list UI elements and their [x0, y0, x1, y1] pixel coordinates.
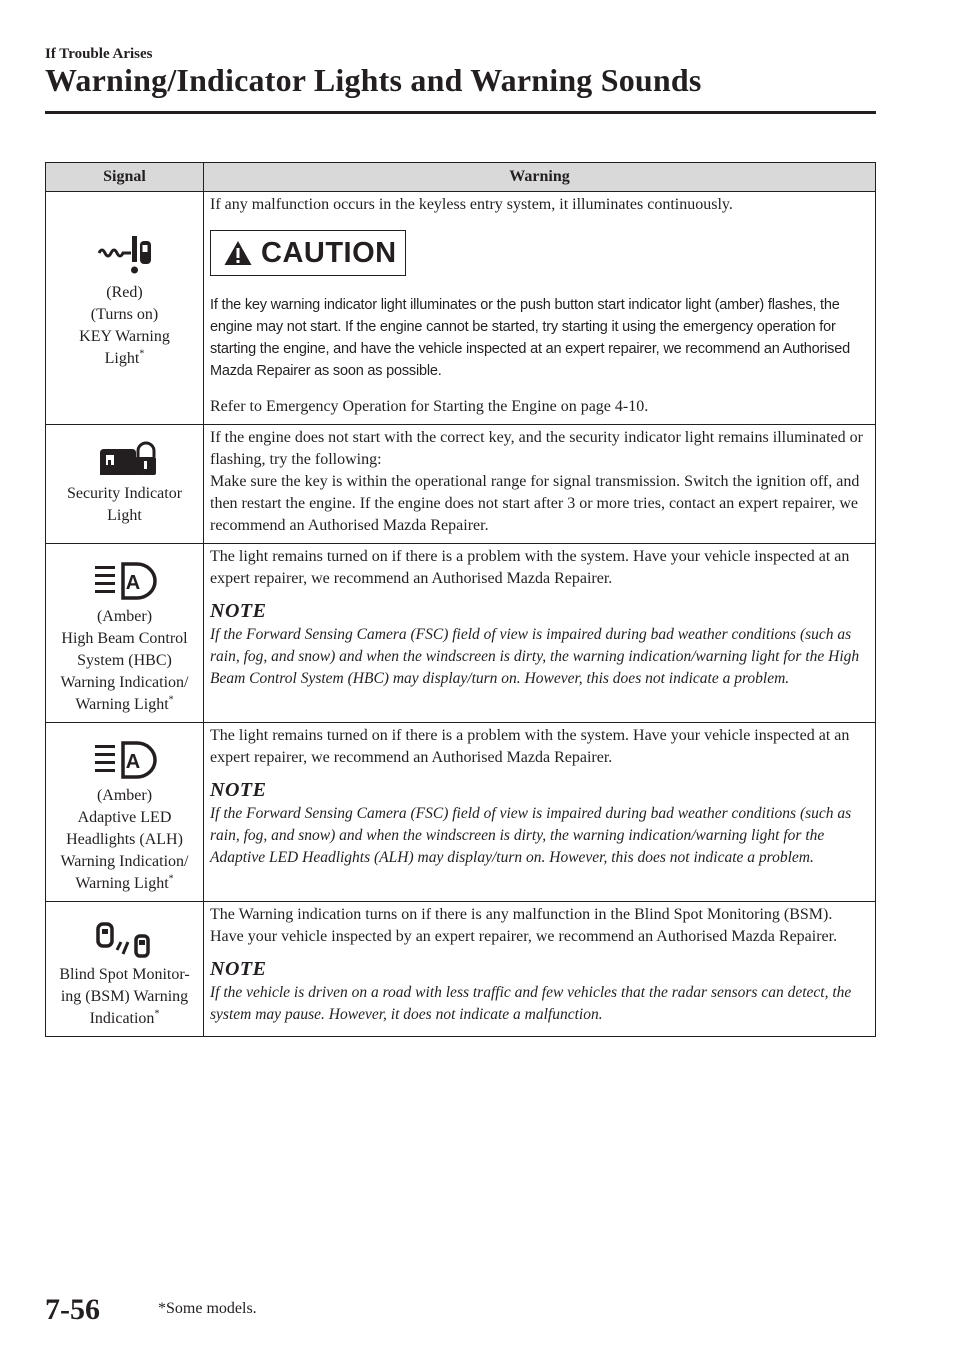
signal-label-line: Indication* — [89, 1008, 160, 1027]
table-row — [46, 902, 876, 1037]
warning-text: Refer to Emergency Operation for Starting the Engine on page 4-10. — [210, 398, 649, 415]
signal-label-line: Adaptive LED — [77, 809, 172, 826]
table-row — [46, 425, 876, 544]
warning-cell — [204, 425, 876, 544]
signal-label-line: (Amber) — [96, 608, 153, 625]
warning-cell — [204, 902, 876, 1037]
note-text: If the Forward Sensing Camera (FSC) field of view is impaired during bad weather conditions (such as rain, fog, and snow) and when the windscreen is dirty, the warning indication/warning light for the High Beam Control System (HBC) may display/turn on. However, this does not indicate a problem. — [210, 626, 860, 687]
signal-label-line: KEY Warning — [79, 328, 170, 345]
svg-text:A: A — [125, 751, 140, 773]
signal-cell — [46, 425, 204, 544]
signal-label-line: Warning Indication/ — [60, 674, 189, 691]
footnote: *Some models. — [158, 1300, 257, 1317]
signal-label-line: ing (BSM) Warning — [60, 988, 189, 1005]
signal-cell — [46, 192, 204, 425]
signal-cell — [46, 544, 204, 723]
signal-label-line: Headlights (ALH) — [66, 831, 183, 848]
asterisk: * — [168, 873, 174, 885]
asterisk: * — [139, 348, 145, 360]
column-header-warning: Warning — [204, 163, 876, 192]
warning-text: Make sure the key is within the operational range for signal transmission. Switch the ignition off, and then restart the engine. If the engine does not start after 3 or more tries, contact an expert repairer, we recommend an Authorised Mazda Repairer. — [210, 473, 860, 534]
page-number: 7-56 — [45, 1293, 100, 1326]
warning-text: The light remains turned on if there is a problem with the system. Have your vehicle inspected at an expert repairer, we recommend an Authorised Mazda Repairer. — [210, 548, 850, 587]
signal-label-line: Light* — [104, 348, 145, 367]
caution-box — [210, 230, 406, 276]
signal-label-line: Security Indicator — [66, 485, 183, 502]
page-title: Warning/Indicator Lights and Warning Sounds — [45, 62, 702, 98]
warning-cell — [204, 544, 876, 723]
note-heading: NOTE — [210, 600, 267, 622]
warning-cell — [204, 723, 876, 902]
warning-text: The light remains turned on if there is a problem with the system. Have your vehicle inspected at an expert repairer, we recommend an Authorised Mazda Repairer. — [210, 727, 850, 766]
asterisk: * — [154, 1008, 160, 1020]
warning-text: If the engine does not start with the correct key, and the security indicator light remains illuminated or flashing, try the following: — [210, 429, 863, 468]
caution-label: CAUTION — [261, 237, 397, 269]
warning-text: If any malfunction occurs in the keyless entry system, it illuminates continuously. — [210, 196, 733, 213]
note-text: If the vehicle is driven on a road with less traffic and few vehicles that the radar sensors can detect, the system may pause. However, it does not indicate a malfunction. — [210, 984, 852, 1023]
caution-text: If the key warning indicator light illuminates or the push button start indicator light (amber) flashes, the engine may not start. If the engine cannot be started, try starting it using the emergency operation for starting the engine, and have the vehicle inspected at an expert repairer, we recommend an Authorised Mazda Repairer as soon as possible. — [210, 297, 850, 379]
signal-label-line: Warning Light* — [75, 694, 174, 713]
signal-label-line: (Red) — [106, 284, 143, 301]
signal-label-line: System (HBC) — [77, 652, 172, 669]
key-warning-icon — [50, 232, 199, 278]
table-row — [46, 544, 876, 723]
table-row — [46, 192, 876, 425]
signal-label-line: High Beam Control — [61, 630, 188, 647]
blind-spot-icon — [50, 920, 199, 960]
column-header-signal: Signal — [46, 163, 204, 192]
svg-text:A: A — [125, 572, 140, 594]
note-heading: NOTE — [210, 779, 267, 801]
note-heading: NOTE — [210, 958, 267, 980]
asterisk: * — [168, 694, 174, 706]
signal-cell — [46, 723, 204, 902]
signal-label-line: (Turns on) — [90, 306, 159, 323]
title-rule — [45, 111, 876, 114]
signal-label-line: (Amber) — [96, 787, 153, 804]
adaptive-headlight-icon — [50, 739, 199, 781]
signal-label-line: Warning Indication/ — [60, 853, 189, 870]
security-lock-icon — [50, 439, 199, 479]
caution-triangle-icon — [223, 239, 253, 267]
signal-label-line: Warning Light* — [75, 873, 174, 892]
auto-high-beam-icon — [50, 560, 199, 602]
signal-label-line: Light — [107, 507, 142, 524]
warning-cell — [204, 192, 876, 425]
table-row — [46, 723, 876, 902]
signal-cell — [46, 902, 204, 1037]
warning-text: The Warning indication turns on if there is any malfunction in the Blind Spot Monitoring (BSM). Have your vehicle inspected by an expert repairer, we recommend an Authorised Mazda Repairer. — [210, 906, 838, 945]
section-label: If Trouble Arises — [45, 46, 153, 62]
table-header-row — [46, 163, 876, 192]
note-text: If the Forward Sensing Camera (FSC) field of view is impaired during bad weather conditions (such as rain, fog, and snow) and when the windscreen is dirty, the warning indication/warning light for the Adaptive LED Headlights (ALH) may display/turn on. However, this does not indicate a problem. — [210, 805, 852, 866]
warning-lights-table — [45, 162, 876, 1037]
signal-label-line: Blind Spot Monitor- — [59, 966, 190, 983]
